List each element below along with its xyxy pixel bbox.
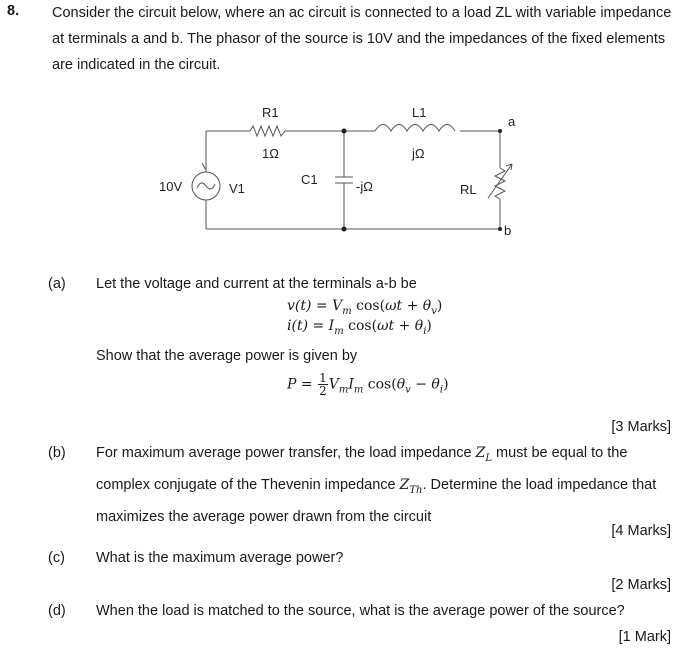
part-d-letter: (d): [48, 603, 66, 619]
capacitor-c1-symbol: [335, 131, 353, 229]
inductor-l1-symbol: [375, 125, 455, 132]
r1-label: R1: [262, 105, 279, 120]
terminal-b-label: b: [504, 223, 512, 238]
c1-value: -jΩ: [356, 179, 373, 194]
source-value: 10V: [159, 179, 183, 194]
resistor-r1-symbol: [250, 126, 294, 136]
equation-voltage: $v(t) = V_m$ $\cos(\omega t + \theta_v)$: [287, 298, 443, 317]
part-a-letter: (a): [48, 276, 66, 292]
c1-label: C1: [301, 172, 318, 187]
part-c-text: What is the maximum average power?: [96, 550, 344, 566]
question-intro: Consider the circuit below, where an ac circuit is connected to a load ZL with variable impedance at terminals a and b. The phasor of the source is 10V and the impedances of the fixed elements are indicated in the circuit.: [52, 5, 672, 73]
l1-label: L1: [412, 105, 427, 120]
part-b-text: For maximum average power transfer, the load impedance $Z_L$ must be equal to the complex conjugate of the Thevenin impedance $Z_{Th}$. Determine the load impedance that maximizes the average power drawn from the circuit: [96, 445, 657, 525]
part-b-marks: [4 Marks]: [611, 523, 671, 539]
question-number: 8.: [7, 3, 20, 19]
part-c-letter: (c): [48, 550, 65, 566]
circuit-diagram: [0, 0, 680, 260]
part-a-text-2: Show that the average power is given by: [96, 348, 358, 364]
part-d-marks: [1 Mark]: [618, 629, 671, 645]
terminal-a-label: a: [508, 114, 516, 129]
equation-power: P = $\frac{1}{2}$ $V_mI_m$ $\cos(\theta_v - \theta_i)$: [287, 371, 449, 398]
part-a-text: Let the voltage and current at the terminals a-b be: [96, 276, 417, 292]
rl-label: RL: [460, 182, 477, 197]
part-b-letter: (b): [48, 445, 66, 461]
part-c-marks: [2 Marks]: [611, 577, 671, 593]
source-label: V1: [229, 181, 245, 196]
l1-value: jΩ: [412, 146, 425, 161]
part-a-marks: [3 Marks]: [611, 419, 671, 435]
equation-current: $i(t) = I_m$ $\cos(\omega t + \theta_i)$: [287, 318, 432, 337]
part-d-text: When the load is matched to the source, what is the average power of the source?: [96, 603, 625, 619]
r1-value: 1Ω: [262, 146, 279, 161]
load-rl-symbol: [488, 131, 512, 229]
